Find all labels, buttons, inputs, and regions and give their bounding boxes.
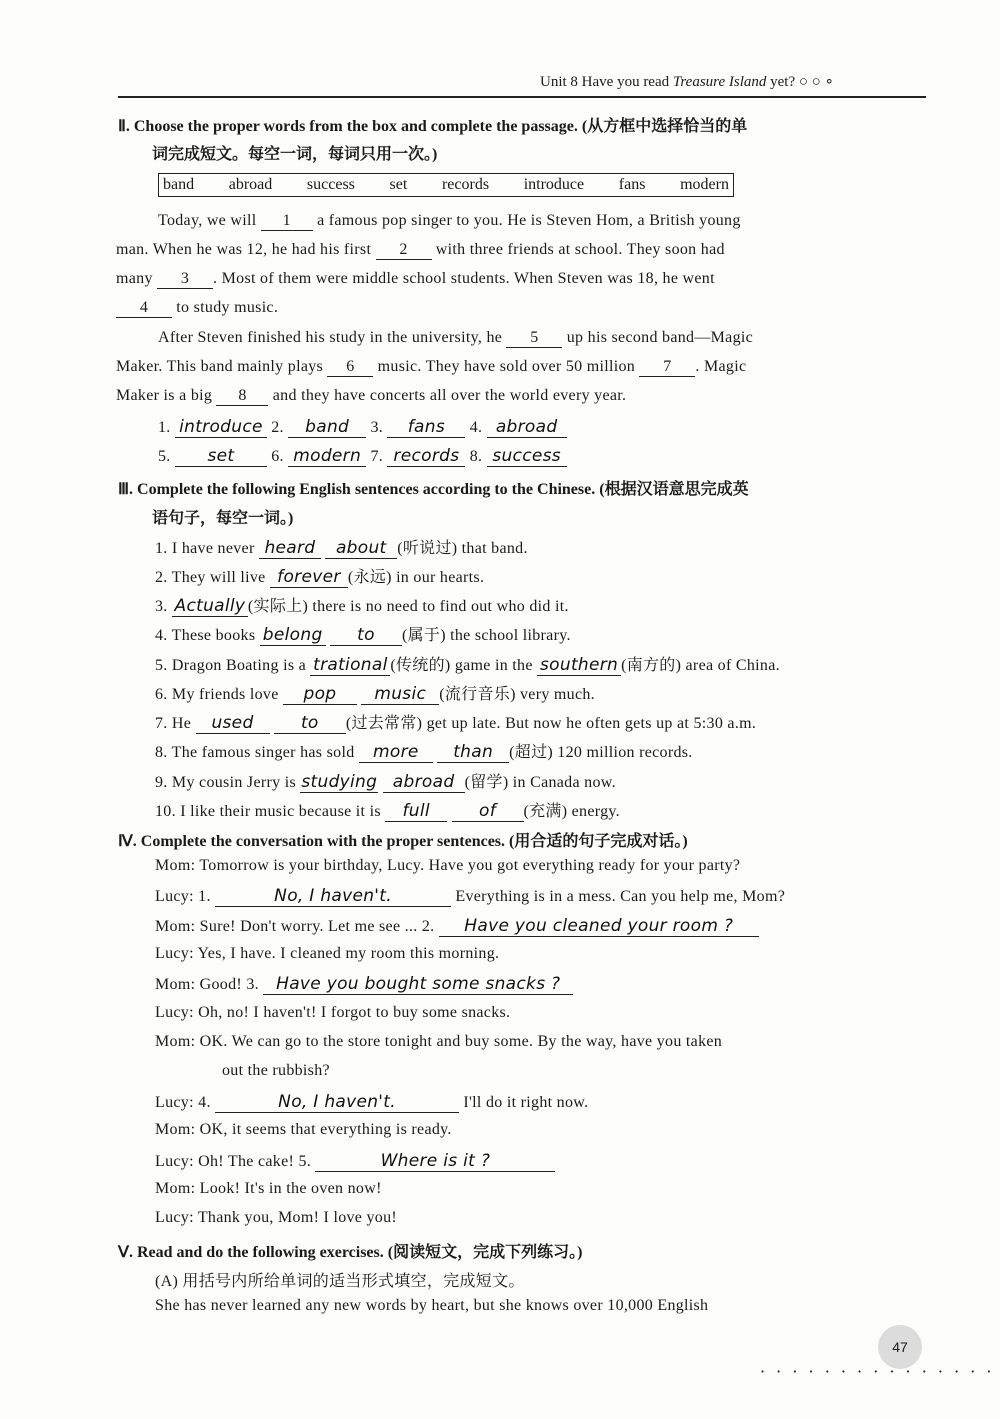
- answer-blank: set: [175, 446, 267, 467]
- passage-line: Maker is a big 8 and they have concerts all over the world every year.: [116, 387, 627, 404]
- passage-line: 4 to study music.: [116, 299, 278, 318]
- section-4-title: Ⅳ. Complete the conversation with the proper sentences. (用合适的句子完成对话。): [118, 833, 688, 850]
- sentence-item: 9. My cousin Jerry is studying abroad (留学) in Canada now.: [155, 772, 616, 792]
- dialogue-line: Mom: Tomorrow is your birthday, Lucy. Have you got everything ready for your party?: [155, 857, 741, 874]
- section-5-sub: (A) 用括号内所给单词的适当形式填空，完成短文。: [155, 1273, 525, 1290]
- sentence-item: 7. He used to (过去常常) get up late. But now he often gets up at 5:30 a.m.: [155, 713, 757, 733]
- dialogue-line: Lucy: Oh, no! I haven't! I forgot to buy some snacks.: [155, 1004, 511, 1021]
- sentence-item: 2. They will live forever (永远) in our hearts.: [155, 567, 485, 587]
- blank-number: 3: [157, 270, 213, 289]
- section-2-title-cont: 词完成短文。每空一词，每词只用一次。): [152, 146, 438, 163]
- running-header: Unit 8 Have you read Treasure Island yet? ○ ○ ∘: [540, 74, 834, 90]
- box-word: fans: [618, 176, 646, 193]
- blank-number: 2: [376, 241, 432, 260]
- box-word: modern: [680, 176, 729, 193]
- dialogue-line: Mom: Sure! Don't worry. Let me see ... 2. Have you cleaned your room ?: [155, 916, 759, 937]
- answer-blank: band: [288, 417, 366, 438]
- passage-line: many 3 . Most of them were middle school students. When Steven was 18, he went: [116, 270, 715, 287]
- dialogue-line: Lucy: Oh! The cake! 5. Where is it ?: [155, 1151, 555, 1172]
- dialogue-line: out the rubbish?: [222, 1062, 330, 1079]
- sentence-item: 8. The famous singer has sold more than (超过) 120 million records.: [155, 742, 693, 762]
- section-5-line: She has never learned any new words by heart, but she knows over 10,000 English: [155, 1297, 709, 1314]
- answer-blank: records: [387, 446, 465, 467]
- sentence-item: 5. Dragon Boating is a trational (传统的) game in the southern (南方的) area of China.: [155, 655, 780, 675]
- answer-blank: introduce: [175, 417, 267, 438]
- box-word: set: [389, 176, 408, 193]
- answer-row: 1. introduce 2. band 3. fans 4. abroad: [158, 417, 567, 438]
- section-3-title: Ⅲ. Complete the following English sentences according to the Chinese. (根据汉语意思完成英: [118, 481, 749, 498]
- sentence-item: 6. My friends love pop music (流行音乐) very much.: [155, 684, 595, 704]
- blank-number: 7: [639, 358, 695, 377]
- sentence-item: 3. Actually (实际上) there is no need to find out who did it.: [155, 596, 569, 616]
- sentence-item: 1. I have never heard about (听说过) that band.: [155, 538, 528, 558]
- dialogue-line: Lucy: 4. No, I haven't. I'll do it right now.: [155, 1092, 589, 1112]
- answer-blank: fans: [387, 417, 465, 438]
- answer-blank: modern: [288, 446, 366, 467]
- word-box: [158, 173, 734, 197]
- page-number: 47: [878, 1325, 922, 1369]
- section-5-title: Ⅴ. Read and do the following exercises. (阅读短文，完成下列练习。): [118, 1244, 583, 1261]
- dialogue-line: Lucy: Thank you, Mom! I love you!: [155, 1209, 398, 1226]
- passage-line: Maker. This band mainly plays 6 music. They have sold over 50 million 7 . Magic: [116, 358, 747, 375]
- dialogue-line: Mom: Good! 3. Have you bought some snacks ?: [155, 974, 573, 995]
- blank-number: 6: [327, 358, 373, 377]
- header-rule: [118, 96, 926, 98]
- answer-blank: success: [487, 446, 567, 467]
- dialogue-line: Mom: OK, it seems that everything is ready.: [155, 1121, 452, 1138]
- section-3-title-cont: 语句子，每空一词。): [152, 510, 294, 527]
- sentence-item: 4. These books belong to (属于) the school library.: [155, 625, 571, 645]
- footer-dots: · · · · · · · · · · · · · · ·: [760, 1362, 995, 1381]
- sentence-item: 10. I like their music because it is full of (充满) energy.: [155, 801, 620, 821]
- box-word: abroad: [228, 176, 273, 193]
- box-word: records: [441, 176, 490, 193]
- blank-number: 8: [216, 387, 268, 406]
- dialogue-line: Mom: OK. We can go to the store tonight and buy some. By the way, have you taken: [155, 1033, 723, 1050]
- blank-number: 4: [116, 299, 172, 318]
- box-word: band: [163, 176, 195, 193]
- box-word: introduce: [523, 176, 585, 193]
- section-2-title: Ⅱ. Choose the proper words from the box and complete the passage. (从方框中选择恰当的单: [118, 118, 748, 135]
- passage-line: man. When he was 12, he had his first 2 with three friends at school. They soon had: [116, 241, 725, 258]
- answer-blank: abroad: [487, 417, 567, 438]
- dialogue-line: Lucy: 1. No, I haven't. Everything is in a mess. Can you help me, Mom?: [155, 886, 786, 906]
- box-word: success: [306, 176, 355, 193]
- blank-number: 1: [261, 212, 313, 231]
- dialogue-line: Lucy: Yes, I have. I cleaned my room this morning.: [155, 945, 500, 962]
- blank-number: 5: [506, 329, 562, 348]
- dialogue-line: Mom: Look! It's in the oven now!: [155, 1180, 382, 1197]
- answer-row: 5. set 6. modern 7. records 8. success: [158, 446, 567, 467]
- passage-line: Today, we will 1 a famous pop singer to you. He is Steven Hom, a British young: [158, 212, 741, 229]
- passage-line: After Steven finished his study in the university, he 5 up his second band—Magic: [158, 329, 754, 346]
